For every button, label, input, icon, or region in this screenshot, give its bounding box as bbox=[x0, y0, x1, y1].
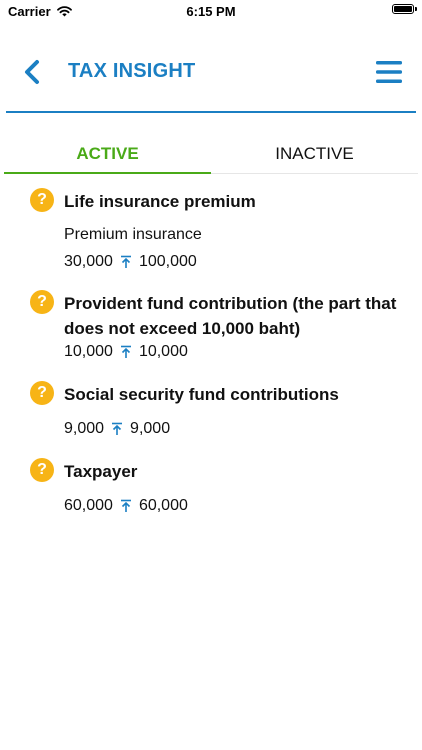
arrow-up-to-line-icon bbox=[119, 255, 133, 269]
back-button[interactable] bbox=[18, 58, 46, 86]
item-title: Provident fund contribution (the part that does not exceed 10,000 baht) bbox=[64, 294, 397, 338]
deduction-item-social-security bbox=[30, 381, 400, 441]
page-title: TAX INSIGHT bbox=[68, 60, 196, 82]
help-icon[interactable]: ? bbox=[30, 458, 54, 482]
max-value: 9,000 bbox=[130, 420, 171, 437]
hamburger-menu-icon bbox=[374, 58, 404, 86]
item-values bbox=[64, 343, 188, 361]
help-icon[interactable]: ? bbox=[30, 188, 54, 212]
tab-active[interactable]: ACTIVE bbox=[76, 144, 139, 163]
item-values bbox=[64, 497, 188, 515]
item-title: Life insurance premium bbox=[64, 192, 256, 211]
tab-inactive[interactable]: INACTIVE bbox=[275, 144, 354, 163]
item-subtitle: Premium insurance bbox=[64, 226, 202, 243]
status-right bbox=[392, 4, 414, 14]
deduction-item-taxpayer bbox=[30, 458, 400, 518]
item-values bbox=[64, 420, 170, 438]
max-value: 60,000 bbox=[138, 497, 188, 514]
max-value: 100,000 bbox=[138, 253, 197, 270]
arrow-up-to-line-icon bbox=[119, 345, 133, 359]
menu-button[interactable] bbox=[374, 58, 404, 86]
current-value: 60,000 bbox=[64, 497, 113, 514]
battery-icon bbox=[392, 4, 414, 14]
header-divider bbox=[6, 111, 416, 113]
arrow-up-to-line-icon bbox=[110, 422, 124, 436]
help-icon[interactable]: ? bbox=[30, 381, 54, 405]
status-time: 6:15 PM bbox=[186, 4, 236, 19]
current-value: 30,000 bbox=[64, 253, 113, 270]
status-bar bbox=[0, 0, 422, 24]
deduction-item-provident-fund bbox=[30, 290, 400, 370]
max-value: 10,000 bbox=[138, 343, 188, 360]
item-values bbox=[64, 253, 197, 271]
deduction-item-life-insurance bbox=[30, 188, 400, 278]
item-title: Taxpayer bbox=[64, 462, 138, 481]
tab-active-indicator bbox=[4, 172, 211, 174]
tab-bar bbox=[4, 136, 418, 176]
chevron-left-icon bbox=[23, 59, 41, 85]
help-icon[interactable]: ? bbox=[30, 290, 54, 314]
arrow-up-to-line-icon bbox=[119, 499, 133, 513]
item-title: Social security fund contributions bbox=[64, 385, 339, 404]
current-value: 9,000 bbox=[64, 420, 105, 437]
current-value: 10,000 bbox=[64, 343, 113, 360]
carrier-label: Carrier bbox=[8, 4, 51, 19]
app-header bbox=[0, 40, 422, 110]
